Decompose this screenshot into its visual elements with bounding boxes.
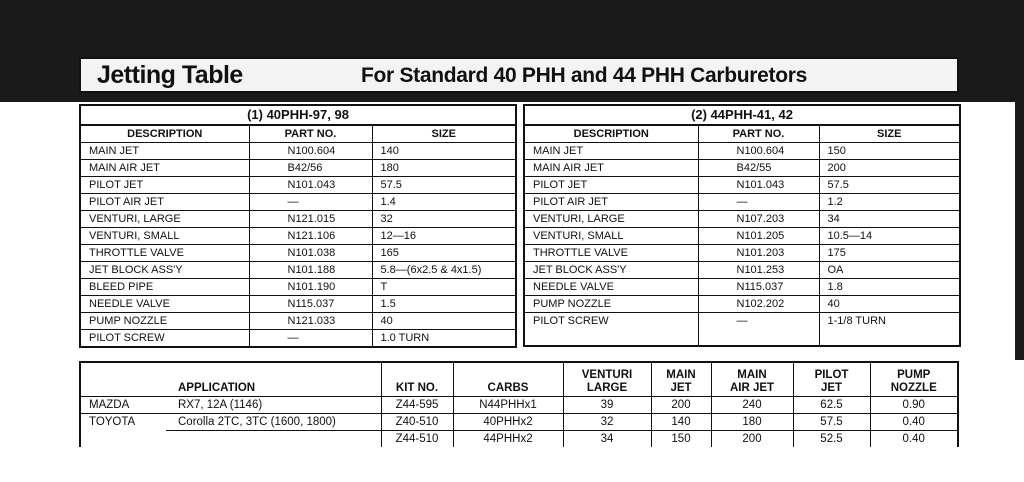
header-line: NOZZLE — [890, 382, 937, 394]
main-jet-cell: 150 — [651, 431, 711, 448]
kit-no-cell: Z44-595 — [381, 397, 453, 414]
kit-no-cell: Z40-510 — [381, 414, 453, 431]
size-cell: 1.5 — [372, 296, 516, 313]
description-cell: VENTURI, SMALL — [524, 228, 698, 245]
size-cell: 10.5—14 — [819, 228, 960, 245]
description-cell: PUMP NOZZLE — [524, 296, 698, 313]
main-air-jet-cell: 200 — [711, 431, 793, 448]
table-row — [80, 431, 958, 448]
size-cell: 40 — [819, 296, 960, 313]
description-cell: BLEED PIPE — [80, 279, 249, 296]
table-row — [80, 160, 516, 177]
size-cell: 12—16 — [372, 228, 516, 245]
part-no-cell: N101.253 — [698, 262, 819, 279]
main-jet-cell: 140 — [651, 414, 711, 431]
size-cell: 1.2 — [819, 194, 960, 211]
page-subtitle: For Standard 40 PHH and 44 PHH Carburetors — [361, 64, 808, 87]
part-no-cell: N121.033 — [249, 313, 372, 330]
description-cell: PILOT AIR JET — [524, 194, 698, 211]
table-row — [80, 313, 516, 330]
size-cell: 200 — [819, 160, 960, 177]
table-row — [80, 177, 516, 194]
part-no-cell: N102.202 — [698, 296, 819, 313]
part-no-cell: N121.106 — [249, 228, 372, 245]
table-row — [80, 330, 516, 348]
column-header-kit-no: KIT NO. — [381, 362, 453, 397]
size-cell: 57.5 — [372, 177, 516, 194]
venturi-large-cell: 32 — [563, 414, 651, 431]
description-cell: PILOT JET — [524, 177, 698, 194]
table-caption: (2) 44PHH-41, 42 — [524, 105, 960, 125]
header-line: MAIN — [737, 369, 767, 381]
description-cell: MAIN AIR JET — [524, 160, 698, 177]
description-cell: PILOT JET — [80, 177, 249, 194]
size-cell: 180 — [372, 160, 516, 177]
description-cell: PILOT AIR JET — [80, 194, 249, 211]
part-no-cell: — — [698, 313, 819, 346]
part-no-cell: N101.188 — [249, 262, 372, 279]
part-no-cell: B42/55 — [698, 160, 819, 177]
table-row — [80, 211, 516, 228]
size-cell: 1.4 — [372, 194, 516, 211]
description-cell: PUMP NOZZLE — [80, 313, 249, 330]
size-cell: 140 — [372, 143, 516, 160]
table-caption: (1) 40PHH-97, 98 — [80, 105, 516, 125]
description-cell: THROTTLE VALVE — [524, 245, 698, 262]
part-no-cell: N107.203 — [698, 211, 819, 228]
column-header-pump-nozzle — [870, 362, 958, 397]
table-row — [524, 262, 960, 279]
table-row — [80, 296, 516, 313]
applications-table — [79, 361, 959, 447]
column-header-description: DESCRIPTION — [524, 125, 698, 143]
description-cell: PILOT SCREW — [80, 330, 249, 348]
size-cell: 34 — [819, 211, 960, 228]
main-air-jet-cell: 240 — [711, 397, 793, 414]
part-no-cell: — — [698, 194, 819, 211]
table-row — [524, 296, 960, 313]
header-line: PUMP — [897, 369, 931, 381]
page-title: Jetting Table — [97, 61, 243, 89]
table-row — [524, 211, 960, 228]
column-header-carbs: CARBS — [453, 362, 563, 397]
description-cell: VENTURI, LARGE — [80, 211, 249, 228]
column-header-part-no: PART NO. — [698, 125, 819, 143]
size-cell: 175 — [819, 245, 960, 262]
make-cell: TOYOTA — [80, 414, 166, 431]
part-no-cell: N101.043 — [698, 177, 819, 194]
size-cell: OA — [819, 262, 960, 279]
column-header-pilot-jet — [793, 362, 870, 397]
part-no-cell: N101.190 — [249, 279, 372, 296]
model-cell — [166, 431, 381, 448]
venturi-large-cell: 34 — [563, 431, 651, 448]
description-cell: MAIN JET — [524, 143, 698, 160]
table-row — [80, 245, 516, 262]
header-line: LARGE — [586, 382, 628, 394]
header-line: PILOT — [814, 369, 849, 381]
pump-nozzle-cell: 0.40 — [870, 414, 958, 431]
table-row — [80, 414, 958, 431]
make-cell — [80, 431, 166, 448]
size-cell: 32 — [372, 211, 516, 228]
right-dark-edge — [1015, 0, 1024, 360]
table-row — [80, 279, 516, 296]
pilot-jet-cell: 57.5 — [793, 414, 870, 431]
size-cell: 5.8—(6x2.5 & 4x1.5) — [372, 262, 516, 279]
column-header-application: APPLICATION — [178, 382, 256, 394]
kit-no-cell: Z44-510 — [381, 431, 453, 448]
carbs-cell: N44PHHx1 — [453, 397, 563, 414]
title-bar — [79, 57, 959, 93]
model-cell: Corolla 2TC, 3TC (1600, 1800) — [166, 414, 381, 431]
part-no-cell: N101.203 — [698, 245, 819, 262]
description-cell: NEEDLE VALVE — [80, 296, 249, 313]
model-cell: RX7, 12A (1146) — [166, 397, 381, 414]
pilot-jet-cell: 52.5 — [793, 431, 870, 448]
size-cell: 40 — [372, 313, 516, 330]
description-cell: MAIN JET — [80, 143, 249, 160]
description-cell: PILOT SCREW — [524, 313, 698, 346]
size-cell: 57.5 — [819, 177, 960, 194]
table-row — [524, 194, 960, 211]
header-line: MAIN — [666, 369, 696, 381]
jetting-table-44phh — [523, 104, 961, 347]
table-row — [524, 313, 960, 346]
size-cell: T — [372, 279, 516, 296]
header-line: AIR JET — [729, 382, 775, 394]
pilot-jet-cell: 62.5 — [793, 397, 870, 414]
jetting-table-40phh — [79, 104, 517, 348]
header-line: JET — [670, 382, 692, 394]
make-cell: MAZDA — [80, 397, 166, 414]
description-cell: THROTTLE VALVE — [80, 245, 249, 262]
column-header-description: DESCRIPTION — [80, 125, 249, 143]
part-no-cell: N121.015 — [249, 211, 372, 228]
description-cell: JET BLOCK ASS'Y — [524, 262, 698, 279]
description-cell: VENTURI, SMALL — [80, 228, 249, 245]
part-no-cell: N101.043 — [249, 177, 372, 194]
carbs-cell: 44PHHx2 — [453, 431, 563, 448]
carbs-cell: 40PHHx2 — [453, 414, 563, 431]
column-header-part-no: PART NO. — [249, 125, 372, 143]
part-no-cell: N101.205 — [698, 228, 819, 245]
pump-nozzle-cell: 0.90 — [870, 397, 958, 414]
description-cell: NEEDLE VALVE — [524, 279, 698, 296]
column-header-main-jet — [651, 362, 711, 397]
table-row — [524, 279, 960, 296]
part-no-cell: — — [249, 330, 372, 348]
part-no-cell: — — [249, 194, 372, 211]
table-row — [80, 194, 516, 211]
size-cell: 1-1/8 TURN — [819, 313, 960, 346]
venturi-large-cell: 39 — [563, 397, 651, 414]
header-line: JET — [820, 382, 843, 394]
part-no-cell: N115.037 — [249, 296, 372, 313]
table-row — [524, 160, 960, 177]
part-no-cell: N100.604 — [249, 143, 372, 160]
size-cell: 165 — [372, 245, 516, 262]
pump-nozzle-cell: 0.40 — [870, 431, 958, 448]
table-row — [80, 262, 516, 279]
table-row — [524, 143, 960, 160]
part-no-cell: N101.038 — [249, 245, 372, 262]
column-header-size: SIZE — [372, 125, 516, 143]
size-cell: 1.0 TURN — [372, 330, 516, 348]
main-air-jet-cell: 180 — [711, 414, 793, 431]
size-cell: 1.8 — [819, 279, 960, 296]
part-no-cell: N115.037 — [698, 279, 819, 296]
description-cell: VENTURI, LARGE — [524, 211, 698, 228]
description-cell: MAIN AIR JET — [80, 160, 249, 177]
column-header-size: SIZE — [819, 125, 960, 143]
description-cell: JET BLOCK ASS'Y — [80, 262, 249, 279]
table-row — [80, 143, 516, 160]
column-header-make — [80, 362, 166, 397]
header-line: VENTURI — [581, 369, 633, 381]
table-row — [524, 228, 960, 245]
part-no-cell: N100.604 — [698, 143, 819, 160]
table-row — [80, 228, 516, 245]
table-row — [524, 177, 960, 194]
size-cell: 150 — [819, 143, 960, 160]
table-row — [524, 245, 960, 262]
part-no-cell: B42/56 — [249, 160, 372, 177]
main-jet-cell: 200 — [651, 397, 711, 414]
column-header-venturi-large — [563, 362, 651, 397]
table-row — [80, 397, 958, 414]
column-header-main-air-jet — [711, 362, 793, 397]
